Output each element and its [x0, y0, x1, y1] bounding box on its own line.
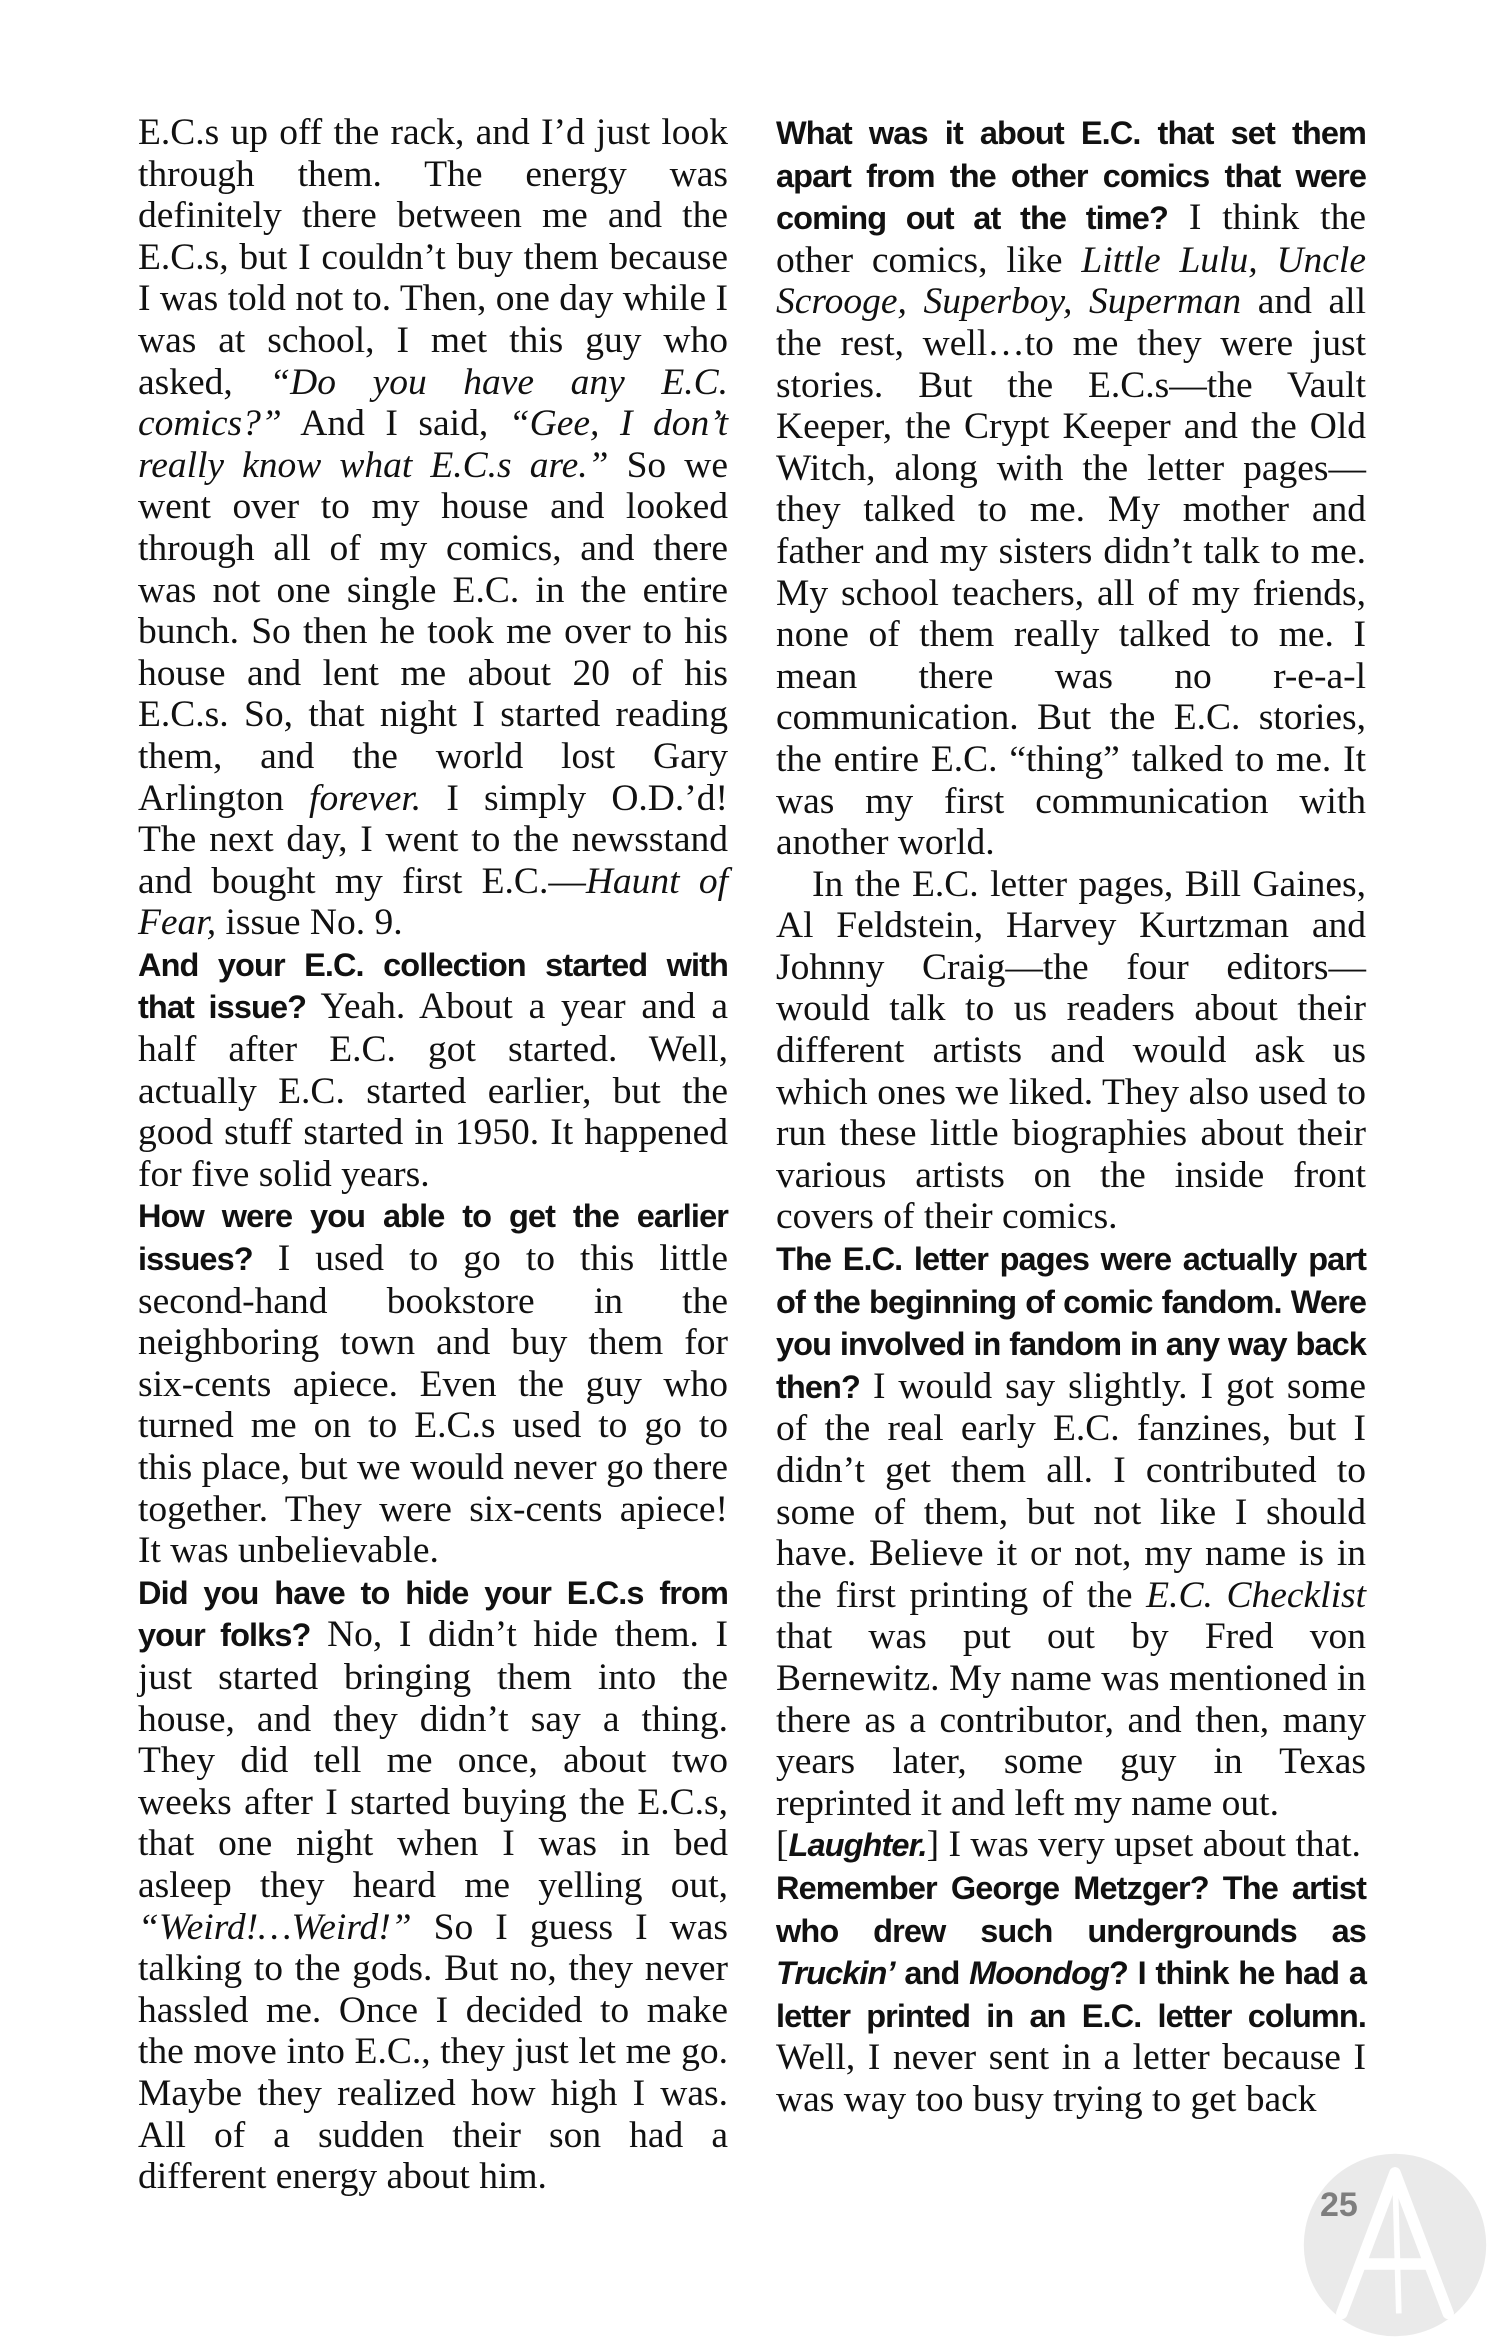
- left-column: [138, 112, 728, 2198]
- qa-paragraph: [776, 1867, 1366, 2121]
- interview-question: Did you have to hide your E.C.s from your folks?: [138, 1574, 728, 1654]
- title-text: Truckin’: [776, 1955, 895, 1992]
- paragraph: [138, 112, 728, 944]
- answer-text: So I guess I was talking to the gods. But no, they never hassled me. Once I decided to make the move into E.C., they just let me go. Maybe they realized how high I was. All of a sudden their son had a different energy about him.: [138, 1906, 728, 2198]
- interview-question: What was it about E.C. that set them apart from the other comics that were coming out at the time?: [776, 115, 1366, 237]
- qa-paragraph: [138, 1572, 728, 2198]
- answer-text: I think the other comics, like: [776, 197, 1366, 281]
- title-text: E.C. Checklist: [1146, 1574, 1366, 1616]
- qa-paragraph: [776, 112, 1366, 864]
- interview-question: ? I think he had a letter printed in an E.C. letter column.: [776, 1955, 1366, 2034]
- answer-text: I used to go to this little second-hand bookstore in the neighboring town and buy them for six-cents apiece. Even the guy who turned me on to E.C.s used to go to this place, but we would never go there together. They were six-cents apiece! It was unbelievable.: [138, 1238, 728, 1572]
- answer-text: No, I didn’t hide them. I just started bringing them into the house, and they didn’t say a thing. They did tell me once, about two weeks after I started buying the E.C.s, that one night when I was in bed asleep they heard me yelling out,: [138, 1614, 729, 1906]
- right-column: [776, 112, 1366, 2121]
- bracket: [: [776, 1824, 789, 1866]
- interview-question: And your E.C. collection started with that issue?: [138, 946, 728, 1026]
- answer-text: that was put out by Fred von Bernewitz. My name was mentioned in there as a contributor, and then, many years later, some guy in Texas reprinted it and left my name out.: [776, 1616, 1366, 1824]
- interview-question: The E.C. letter pages were actually part of the beginning of comic fandom. Were you involved in fandom in any way back then?: [776, 1241, 1366, 1405]
- answer-text: issue No. 9.: [216, 902, 403, 944]
- quote-text: “Do you have any E.C. comics?”: [138, 361, 728, 445]
- emphasis-text: forever.: [309, 777, 422, 819]
- stage-direction: Laughter.: [788, 1827, 927, 1864]
- watermark-logo-icon: [1300, 2150, 1490, 2340]
- answer-text: So we went over to my house and looked through all of my comics, and there was not one single E.C. in the entire bunch. So then he took me over to his house and lent me about 20 of his E.C.s. So, that night I started reading them, and the world lost Gary Arlington: [138, 444, 728, 819]
- answer-text: ] I was very upset about that.: [926, 1824, 1361, 1866]
- qa-paragraph: [776, 1238, 1366, 1824]
- title-text: Haunt of Fear,: [138, 860, 728, 944]
- title-text: Moondog: [969, 1955, 1109, 1992]
- title-text: Little Lulu, Uncle Scrooge, Superboy, Superman: [776, 239, 1366, 323]
- answer-text: E.C.s up off the rack, and I’d just look through them. The energy was definitely there between me and the E.C.s, but I couldn’t buy them because I was told not to. Then, one day while I was at school, I met this guy who asked,: [138, 112, 728, 403]
- answer-text: And I said,: [281, 403, 509, 445]
- qa-paragraph: [138, 1195, 728, 1571]
- interview-question: How were you able to get the earlier issues?: [138, 1198, 728, 1278]
- interview-question: Remember George Metzger? The artist who drew such undergrounds as: [776, 1869, 1366, 1949]
- paragraph: [776, 1824, 1366, 1867]
- interview-question: and: [894, 1955, 970, 1992]
- answer-text: I simply O.D.’d! The next day, I went to the newsstand and bought my first E.C.—: [138, 777, 728, 902]
- answer-text: Well, I never sent in a letter because I was way too busy trying to get back: [776, 2037, 1366, 2120]
- answer-text: and all the rest, well…to me they were just stories. But the E.C.s—the Vault Keeper, the Crypt Keeper and the Old Witch, along with the letter pages—they talked to me. My mother and father and my sisters didn’t talk to me. My school teachers, all of my friends, none of them really talked to me. I mean there was no r-e-a-l communication. But the E.C. stories, the entire E.C. “thing” talked to me. It was my first communication with another world.: [776, 281, 1366, 864]
- quote-text: “Gee, I don’t really know what E.C.s are.”: [138, 403, 728, 486]
- answer-text: Yeah. About a year and a half after E.C. got started. Well, actually E.C. started earlier, but the good stuff started in 1950. It happened for five solid years.: [138, 986, 728, 1195]
- quote-text: “Weird!…Weird!”: [138, 1906, 412, 1948]
- paragraph: In the E.C. letter pages, Bill Gaines, Al Feldstein, Harvey Kurtzman and Johnny Craig—the four editors—would talk to us readers about their different artists and would ask us which ones we liked. They also used to run these little biographies about their various artists on the inside front covers of their comics.: [776, 863, 1366, 1238]
- qa-paragraph: [138, 944, 728, 1196]
- answer-text: I would say slightly. I got some of the real early E.C. fanzines, but I didn’t get them all. I contributed to some of them, but not like I should have. Believe it or not, my name is in the first printing of the: [776, 1365, 1366, 1616]
